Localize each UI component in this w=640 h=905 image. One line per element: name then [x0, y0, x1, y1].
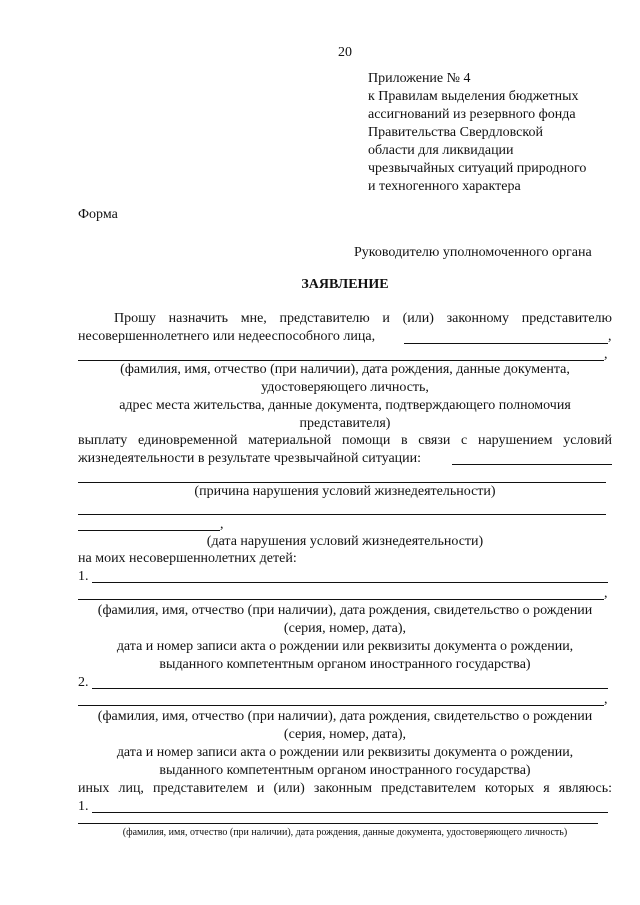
appendix-line: Приложение № 4 — [368, 71, 471, 86]
child-hint: выданного компетентным органом иностранного государства) — [159, 763, 531, 778]
form-label: Форма — [78, 207, 118, 222]
reason-hint: (причина нарушения условий жизнедеятельности) — [194, 484, 496, 499]
payment-line: жизнедеятельности в результате чрезвычайной ситуации: — [78, 451, 422, 466]
date-hint: (дата нарушения условий жизнедеятельности) — [206, 534, 484, 549]
other-field-line[interactable] — [92, 812, 608, 813]
applicant-field-line[interactable] — [404, 343, 608, 344]
appendix-line: и техногенного характера — [368, 179, 521, 194]
date-field-line[interactable] — [78, 514, 606, 515]
appendix-line: к Правилам выделения бюджетных — [368, 89, 579, 104]
child-hint: дата и номер записи акта о рождении или реквизиты документа о рождении, — [116, 639, 574, 654]
comma: , — [608, 329, 612, 344]
comma: , — [220, 517, 224, 532]
child-field-line[interactable] — [78, 599, 604, 600]
child-hint: выданного компетентным органом иностранного государства) — [159, 657, 531, 672]
intro-line: Прошу назначить мне, представителю и (или) законному представителю — [114, 311, 612, 326]
applicant-hint: адрес места жительства, данные документа, подтверждающего полномочия — [119, 398, 571, 413]
child-hint: (фамилия, имя, отчество (при наличии), дата рождения, свидетельство о рождении — [97, 709, 593, 724]
appendix-line: области для ликвидации — [368, 143, 514, 158]
applicant-hint: представителя) — [299, 416, 391, 431]
child-field-line[interactable] — [78, 705, 604, 706]
child-field-line[interactable] — [92, 582, 608, 583]
document-title: ЗАЯВЛЕНИЕ — [301, 277, 389, 292]
child-hint: дата и номер записи акта о рождении или реквизиты документа о рождении, — [116, 745, 574, 760]
applicant-hint: удостоверяющего личность, — [261, 380, 429, 395]
child-item-number: 1. — [78, 569, 89, 584]
date-field-line[interactable] — [78, 530, 220, 531]
child-hint: (фамилия, имя, отчество (при наличии), дата рождения, свидетельство о рождении — [97, 603, 593, 618]
appendix-line: ассигнований из резервного фонда — [368, 107, 576, 122]
others-intro: иных лиц, представителем и (или) законным представителем которых я являюсь: — [78, 781, 612, 796]
appendix-line: чрезвычайных ситуаций природного — [368, 161, 587, 176]
intro-line: несовершеннолетнего или недееспособного лица, — [78, 329, 376, 344]
child-hint: (серия, номер, дата), — [283, 727, 407, 742]
other-field-line[interactable] — [78, 823, 598, 824]
addressee: Руководителю уполномоченного органа — [354, 245, 592, 260]
comma: , — [604, 692, 608, 707]
applicant-hint: (фамилия, имя, отчество (при наличии), дата рождения, данные документа, — [120, 362, 570, 377]
payment-line: выплату единовременной материальной помощи в связи с нарушением условий — [78, 433, 612, 448]
comma: , — [604, 586, 608, 601]
child-field-line[interactable] — [92, 688, 608, 689]
other-item-number: 1. — [78, 799, 89, 814]
other-hint: (фамилия, имя, отчество (при наличии), дата рождения, данные документа, удостоверяющего личность) — [122, 827, 568, 838]
appendix-line: Правительства Свердловской — [368, 125, 543, 140]
page-number: 20 — [338, 45, 352, 60]
children-intro: на моих несовершеннолетних детей: — [78, 551, 297, 566]
reason-field-line[interactable] — [452, 464, 612, 465]
child-item-number: 2. — [78, 675, 89, 690]
comma: , — [604, 347, 608, 362]
child-hint: (серия, номер, дата), — [283, 621, 407, 636]
